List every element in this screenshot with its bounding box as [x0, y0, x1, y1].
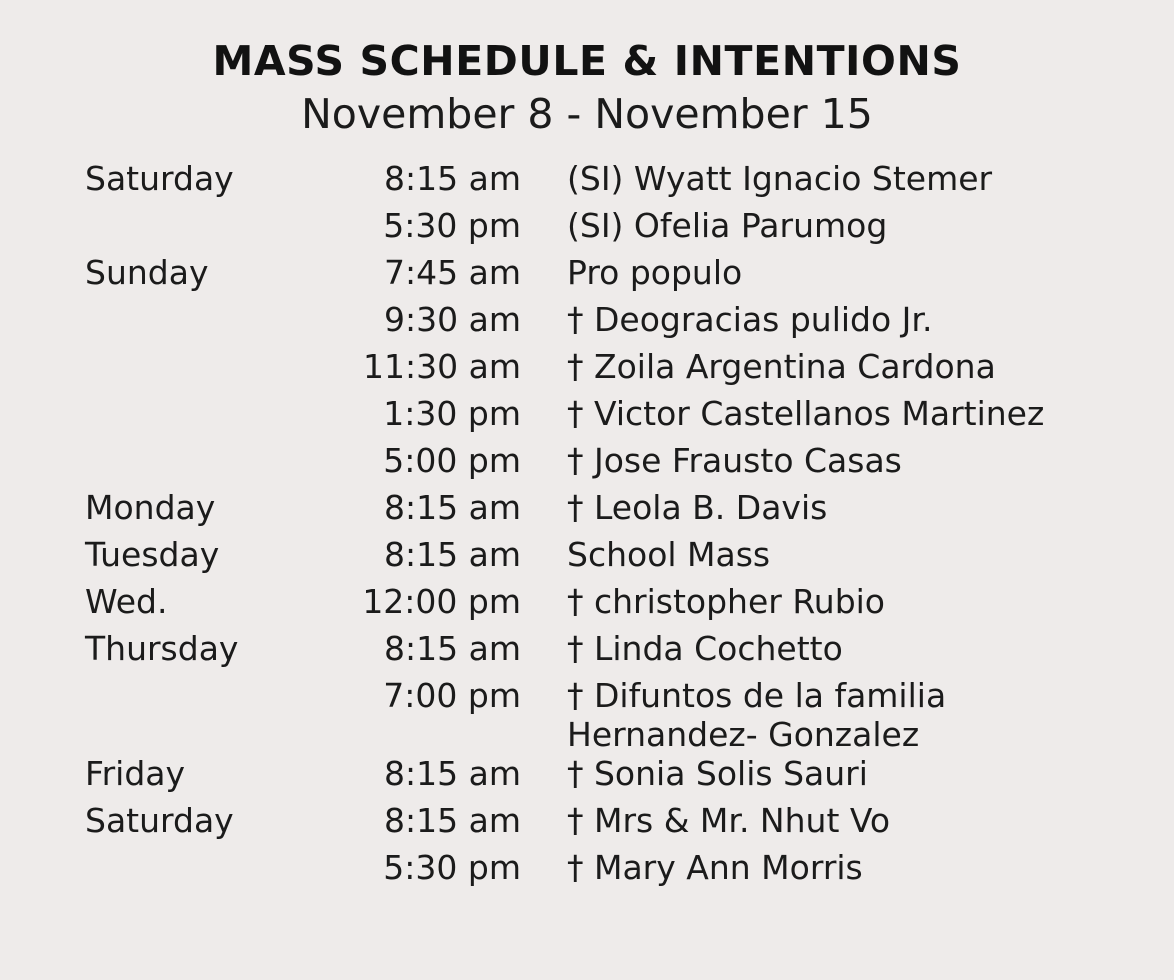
row-intention: † Zoila Argentina Cardona	[567, 347, 996, 387]
row-day: Saturday	[85, 159, 234, 199]
row-time: 1:30 pm	[383, 394, 521, 434]
row-time: 11:30 am	[363, 347, 521, 387]
row-time: 8:15 am	[384, 488, 521, 528]
row-day: Friday	[85, 754, 186, 794]
row-time: 5:30 pm	[383, 206, 521, 246]
table-row	[82, 849, 1092, 896]
row-intention: (SI) Wyatt Ignacio Stemer	[567, 159, 993, 199]
row-day	[82, 348, 331, 395]
row-time: 8:15 am	[384, 801, 521, 841]
row-day: Saturday	[85, 801, 234, 841]
row-day	[82, 849, 331, 896]
row-day: Thursday	[85, 629, 239, 669]
schedule-rows	[82, 160, 1092, 896]
row-intention: † Victor Castellanos Martinez	[567, 394, 1045, 434]
date-range-subtitle: November 8 - November 15	[301, 90, 873, 139]
row-intention: (SI) Ofelia Parumog	[567, 206, 888, 246]
row-intention: † Jose Frausto Casas	[567, 441, 902, 481]
table-row	[82, 489, 1092, 536]
row-day: Tuesday	[85, 535, 220, 575]
table-row	[82, 802, 1092, 849]
row-time: 8:15 am	[384, 159, 521, 199]
row-intention: † Sonia Solis Sauri	[567, 754, 868, 794]
row-intention: † Linda Cochetto	[567, 629, 843, 669]
row-day	[82, 395, 331, 442]
table-row	[82, 677, 1092, 755]
row-time: 8:15 am	[384, 629, 521, 669]
row-intention: † Mrs & Mr. Nhut Vo	[567, 801, 891, 841]
row-day	[82, 207, 331, 254]
row-time: 7:00 pm	[383, 676, 521, 716]
table-row	[82, 254, 1092, 301]
row-intention: † Mary Ann Morris	[567, 848, 863, 888]
row-time: 5:00 pm	[383, 441, 521, 481]
row-intention: School Mass	[567, 535, 771, 575]
row-day	[82, 301, 331, 348]
row-time: 8:15 am	[384, 535, 521, 575]
row-day	[82, 442, 331, 489]
row-day: Sunday	[85, 253, 209, 293]
row-day: Monday	[85, 488, 216, 528]
row-day: Wed.	[85, 582, 168, 622]
row-intention: Pro populo	[567, 253, 743, 293]
row-intention: † Difuntos de la familia Hernandez- Gonzalez	[567, 676, 947, 755]
table-row	[82, 348, 1092, 395]
row-intention: † Deogracias pulido Jr.	[567, 300, 933, 340]
row-time: 7:45 am	[384, 253, 521, 293]
row-time: 5:30 pm	[383, 848, 521, 888]
row-time: 12:00 pm	[362, 582, 521, 622]
row-time: 8:15 am	[384, 754, 521, 794]
table-row	[82, 301, 1092, 348]
row-time: 9:30 am	[384, 300, 521, 340]
table-row	[82, 207, 1092, 254]
row-intention: † christopher Rubio	[567, 582, 885, 622]
mass-schedule-table	[82, 160, 1092, 896]
table-row	[82, 755, 1092, 802]
table-row	[82, 160, 1092, 207]
table-row	[82, 442, 1092, 489]
row-day	[82, 677, 331, 755]
table-row	[82, 536, 1092, 583]
table-row	[82, 395, 1092, 442]
page-title: MASS SCHEDULE & INTENTIONS	[212, 37, 962, 85]
table-row	[82, 583, 1092, 630]
table-row	[82, 630, 1092, 677]
row-intention: † Leola B. Davis	[567, 488, 828, 528]
